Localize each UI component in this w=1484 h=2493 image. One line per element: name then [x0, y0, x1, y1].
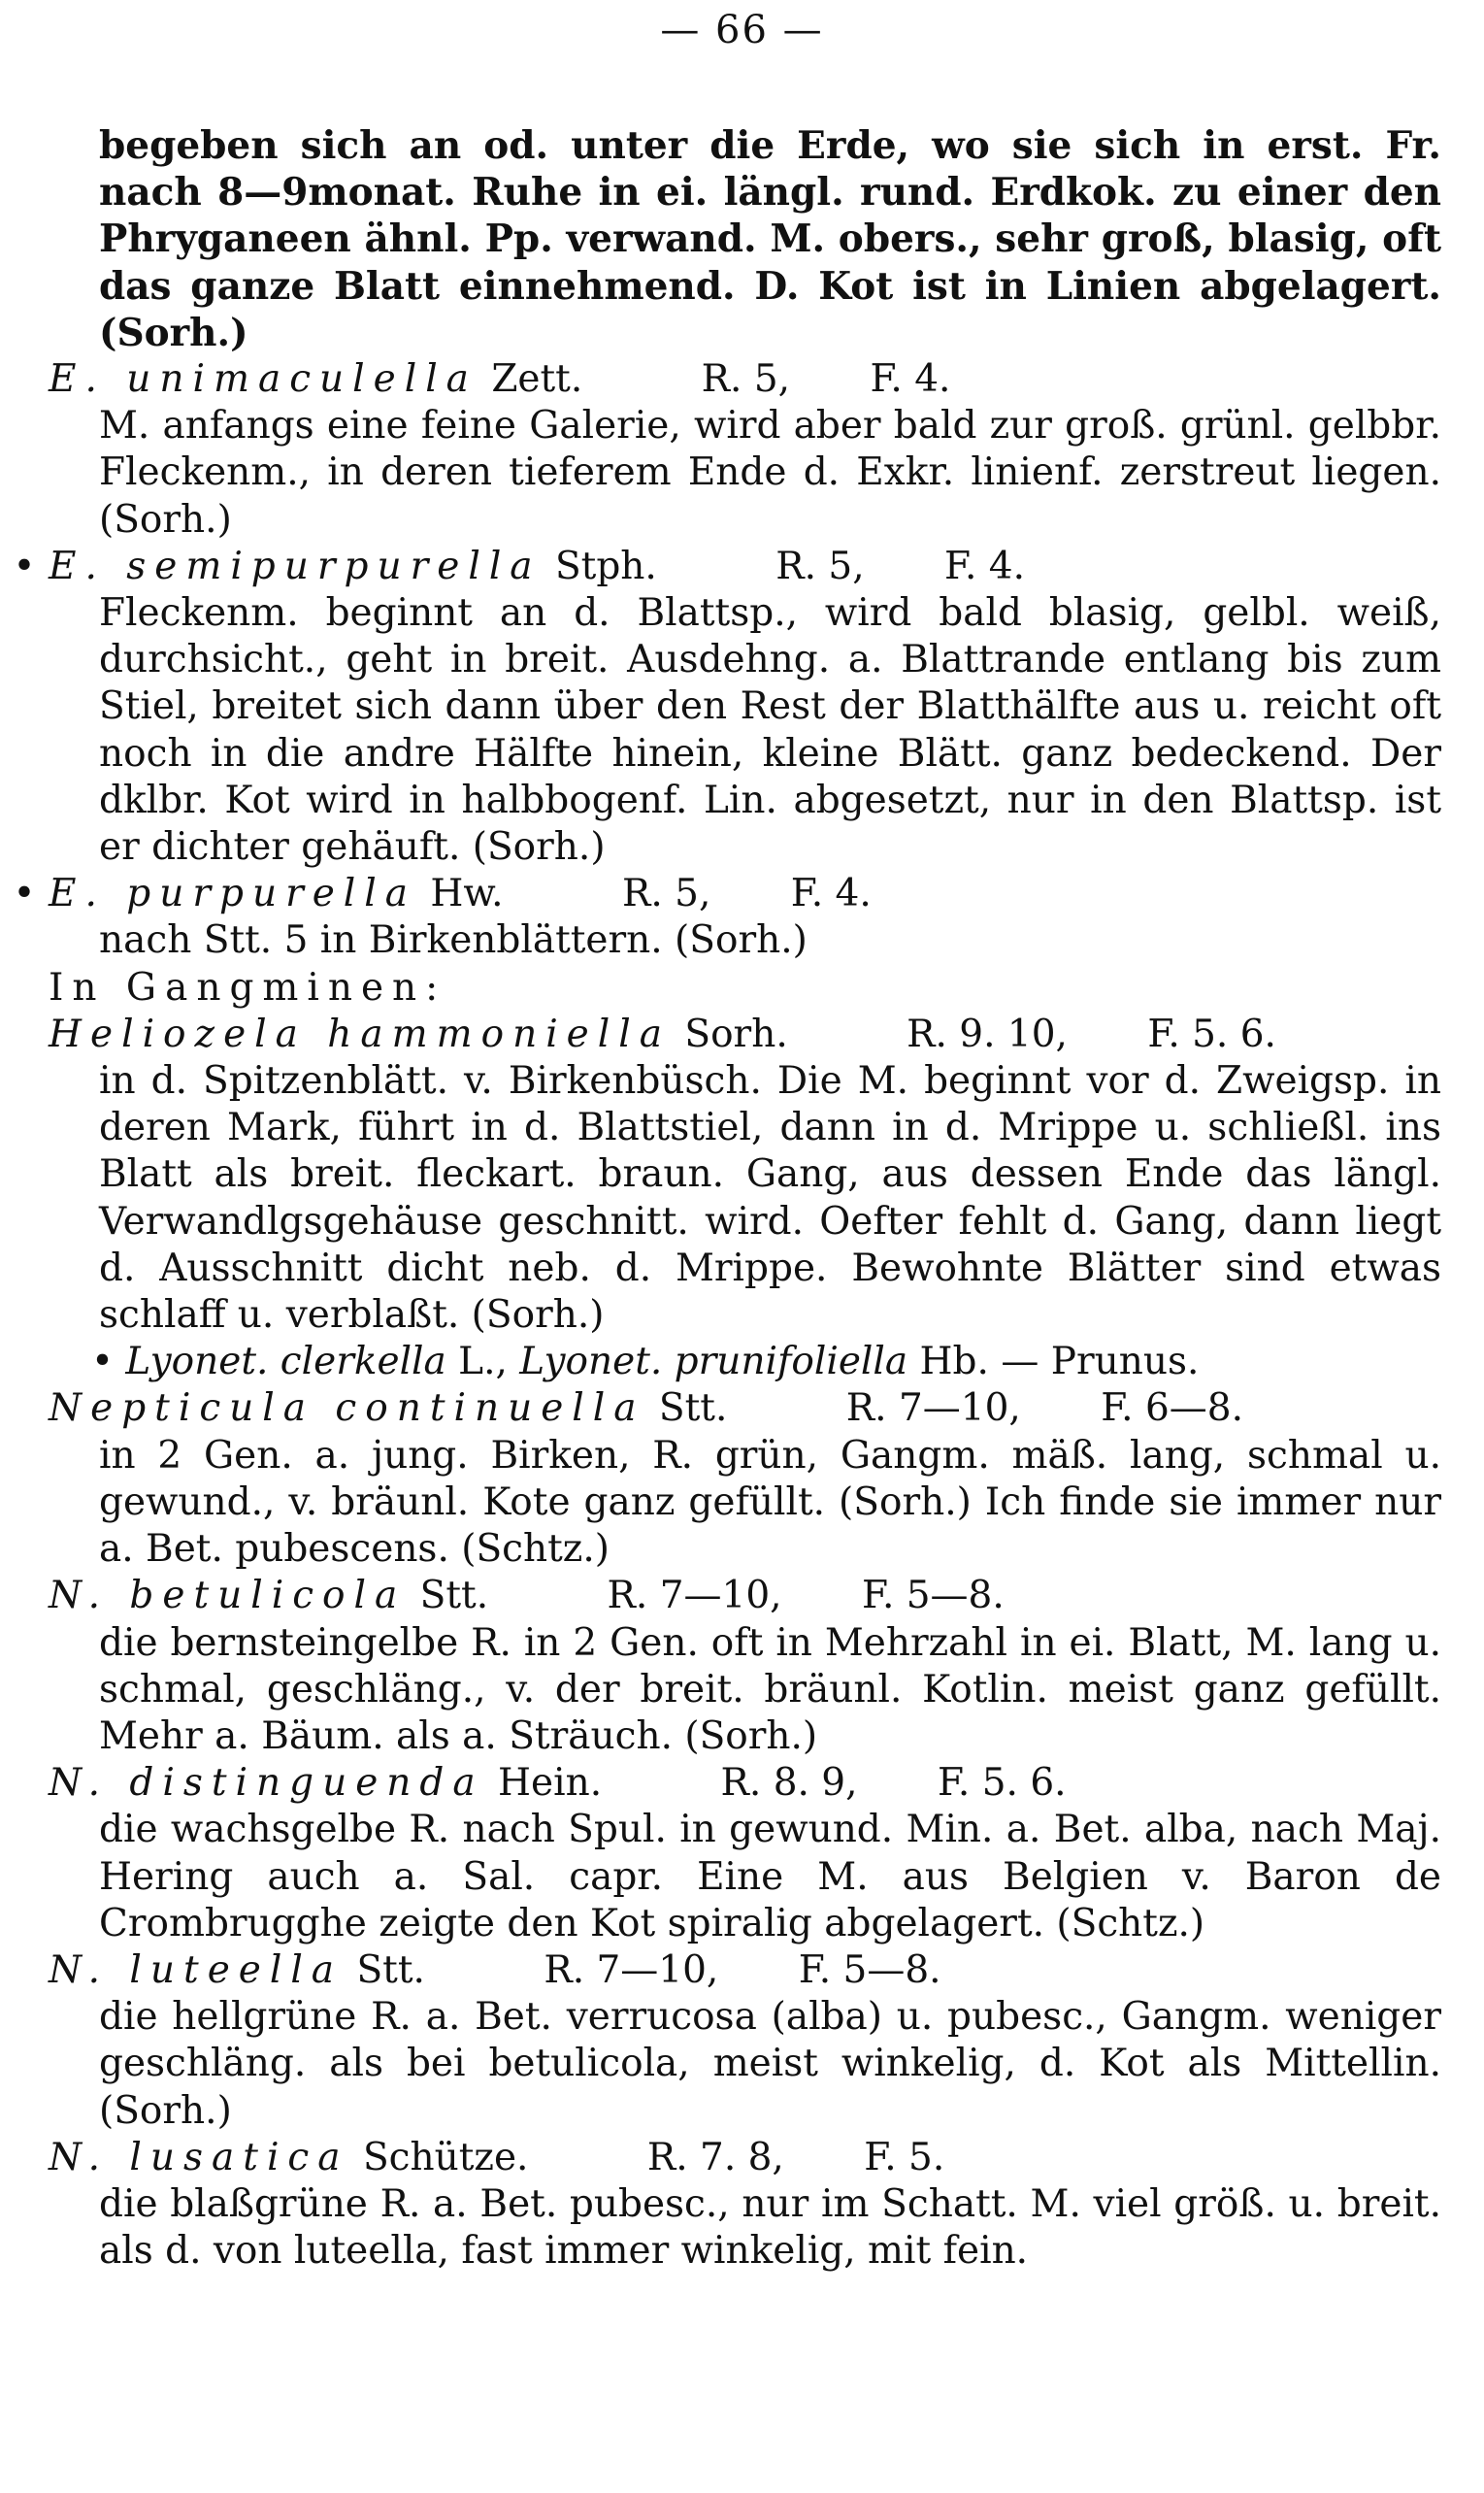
moth-months: F. 4. — [944, 544, 1026, 588]
page-content — [13, 122, 1441, 2275]
moth-months: F. 5—8. — [861, 1574, 1005, 1618]
moth-months: F. 6—8. — [1101, 1386, 1243, 1431]
species-author: Stt. — [419, 1574, 489, 1618]
species-description: die blaßgrüne R. a. Bet. pubesc., nur im Schatt. M. viel größ. u. breit. als d. von luteella, fast immer winkelig, mit fein. — [99, 2181, 1441, 2274]
species-name: N. betulicola — [49, 1574, 407, 1618]
related-species-name: Lyonet. clerkella — [125, 1340, 446, 1384]
bullet-mark: • — [13, 872, 36, 916]
species-author: Hw. — [430, 872, 504, 916]
species-name: E. semipurpurella — [49, 544, 542, 588]
larva-months: R. 5, — [775, 544, 865, 588]
species-heading — [49, 1760, 1441, 1807]
species-heading — [13, 871, 1441, 917]
species-heading — [13, 544, 1441, 590]
related-species-name: Lyonet. prunifoliella — [519, 1340, 908, 1384]
larva-months: R. 5, — [621, 872, 711, 916]
page-number: — 66 — — [660, 8, 824, 52]
larva-months: R. 9. 10, — [907, 1012, 1068, 1056]
intro-paragraph: begeben sich an od. unter die Erde, wo sie sich in erst. Fr. nach 8—9monat. Ruhe in ei. längl. rund. Erdkok. zu einer den Phryganeen ähnl. Pp. verwand. M. obers., sehr groß, blasig, oft das ganze Blatt einnehmend. D. Kot ist in Linien abgelagert. (Sorh.) — [99, 123, 1441, 355]
species-name: N. distinguenda — [49, 1761, 484, 1806]
species-description: M. anfangs eine feine Galerie, wird aber bald zur groß. grünl. gelbbr. Fleckenm., in deren tieferem Ende d. Exkr. linienf. zerstreut liegen. (Sorh.) — [99, 404, 1441, 542]
species-name: E. purpurella — [49, 872, 416, 916]
moth-months: F. 5. — [864, 2135, 945, 2179]
species-heading — [49, 356, 1441, 403]
species-description: in d. Spitzenblätt. v. Birkenbüsch. Die M. beginnt vor d. Zweigsp. in deren Mark, führt in d. Blattstiel, dann in d. Mrippe u. schließl. ins Blatt als breit. fleckart. braun. Gang, aus dessen Ende das längl. Verwandlgsgehäuse geschnitt. wird. Oefter fehlt d. Gang, dann liegt d. Ausschnitt dicht neb. d. Mrippe. Bewohnte Blätter sind etwas schlaff u. verblaßt. (Sorh.) — [99, 1059, 1441, 1338]
species-author: Stph. — [554, 544, 657, 588]
larva-months: R. 7. 8, — [646, 2135, 784, 2179]
species-description: nach Stt. 5 in Birkenblättern. (Sorh.) — [99, 918, 808, 963]
bullet-mark: • — [13, 544, 36, 588]
species-author: Stt. — [356, 1947, 425, 1992]
species-author: Schütze. — [362, 2135, 529, 2179]
species-name: N. luteella — [49, 1947, 344, 1992]
species-name: Heliozela hammoniella — [49, 1012, 671, 1056]
species-description: in 2 Gen. a. jung. Birken, R. grün, Gangm. mäß. lang, schmal u. gewund., v. bräunl. Kote ganz gefüllt. (Sorh.) Ich finde sie immer nur a. Bet. pubescens. (Schtz.) — [99, 1433, 1441, 1572]
species-heading — [49, 1573, 1441, 1619]
species-author: Zett. — [491, 357, 583, 402]
species-author: Hein. — [498, 1761, 603, 1806]
larva-months: R. 7—10, — [607, 1574, 782, 1618]
species-description: die bernsteingelbe R. in 2 Gen. oft in Mehrzahl in ei. Blatt, M. lang u. schmal, geschläng., v. der breit. bräunl. Kotlin. meist ganz gefüllt. Mehr a. Bäum. als a. Sträuch. (Sorh.) — [99, 1620, 1441, 1758]
bullet-mark: • — [91, 1340, 115, 1384]
larva-months: R. 5, — [701, 357, 791, 402]
related-species-line — [91, 1339, 1441, 1385]
species-heading — [49, 1012, 1441, 1058]
related-species-author: Hb. — Prunus. — [919, 1340, 1200, 1384]
species-heading — [49, 2135, 1441, 2181]
species-name: E. unimaculella — [49, 357, 478, 402]
species-name: N. lusatica — [49, 2135, 349, 2179]
species-description: die hellgrüne R. a. Bet. verrucosa (alba) u. pubesc., Gangm. weniger geschläng. als bei betulicola, meist winkelig, d. Kot als Mittellin. (Sorh.) — [99, 1995, 1441, 2133]
species-author: Stt. — [658, 1386, 728, 1431]
moth-months: F. 4. — [870, 357, 951, 402]
species-heading — [49, 1947, 1441, 1994]
species-description: Fleckenm. beginnt an d. Blattsp., wird bald blasig, gelbl. weiß, durchsicht., geht in breit. Ausdehng. a. Blattrande entlang bis zum Stiel, breitet sich dann über den Rest der Blatthälfte aus u. reicht oft noch in die andre Hälfte hinein, kleine Blätt. ganz bedeckend. Der dklbr. Kot wird in halbbogenf. Lin. abgesetzt, nur in den Blattsp. ist er dichter gehäuft. (Sorh.) — [99, 591, 1441, 870]
species-description: die wachsgelbe R. nach Spul. in gewund. Min. a. Bet. alba, nach Maj. Hering auch a. Sal. capr. Eine M. aus Belgien v. Baron de Crombrugghe zeigte den Kot spiralig abgelagert. (Schtz.) — [99, 1808, 1441, 1945]
larva-months: R. 7—10, — [845, 1386, 1021, 1431]
species-heading — [49, 1385, 1441, 1432]
species-name: Nepticula continuella — [49, 1386, 645, 1431]
larva-months: R. 7—10, — [544, 1947, 719, 1992]
moth-months: F. 4. — [790, 872, 872, 916]
related-species-author: L., — [458, 1340, 508, 1384]
species-author: Sorh. — [684, 1012, 788, 1056]
moth-months: F. 5—8. — [798, 1947, 941, 1992]
section-title: In Gangminen: — [49, 965, 447, 1010]
moth-months: F. 5. 6. — [937, 1761, 1067, 1806]
moth-months: F. 5. 6. — [1147, 1012, 1276, 1056]
larva-months: R. 8. 9, — [720, 1761, 858, 1806]
